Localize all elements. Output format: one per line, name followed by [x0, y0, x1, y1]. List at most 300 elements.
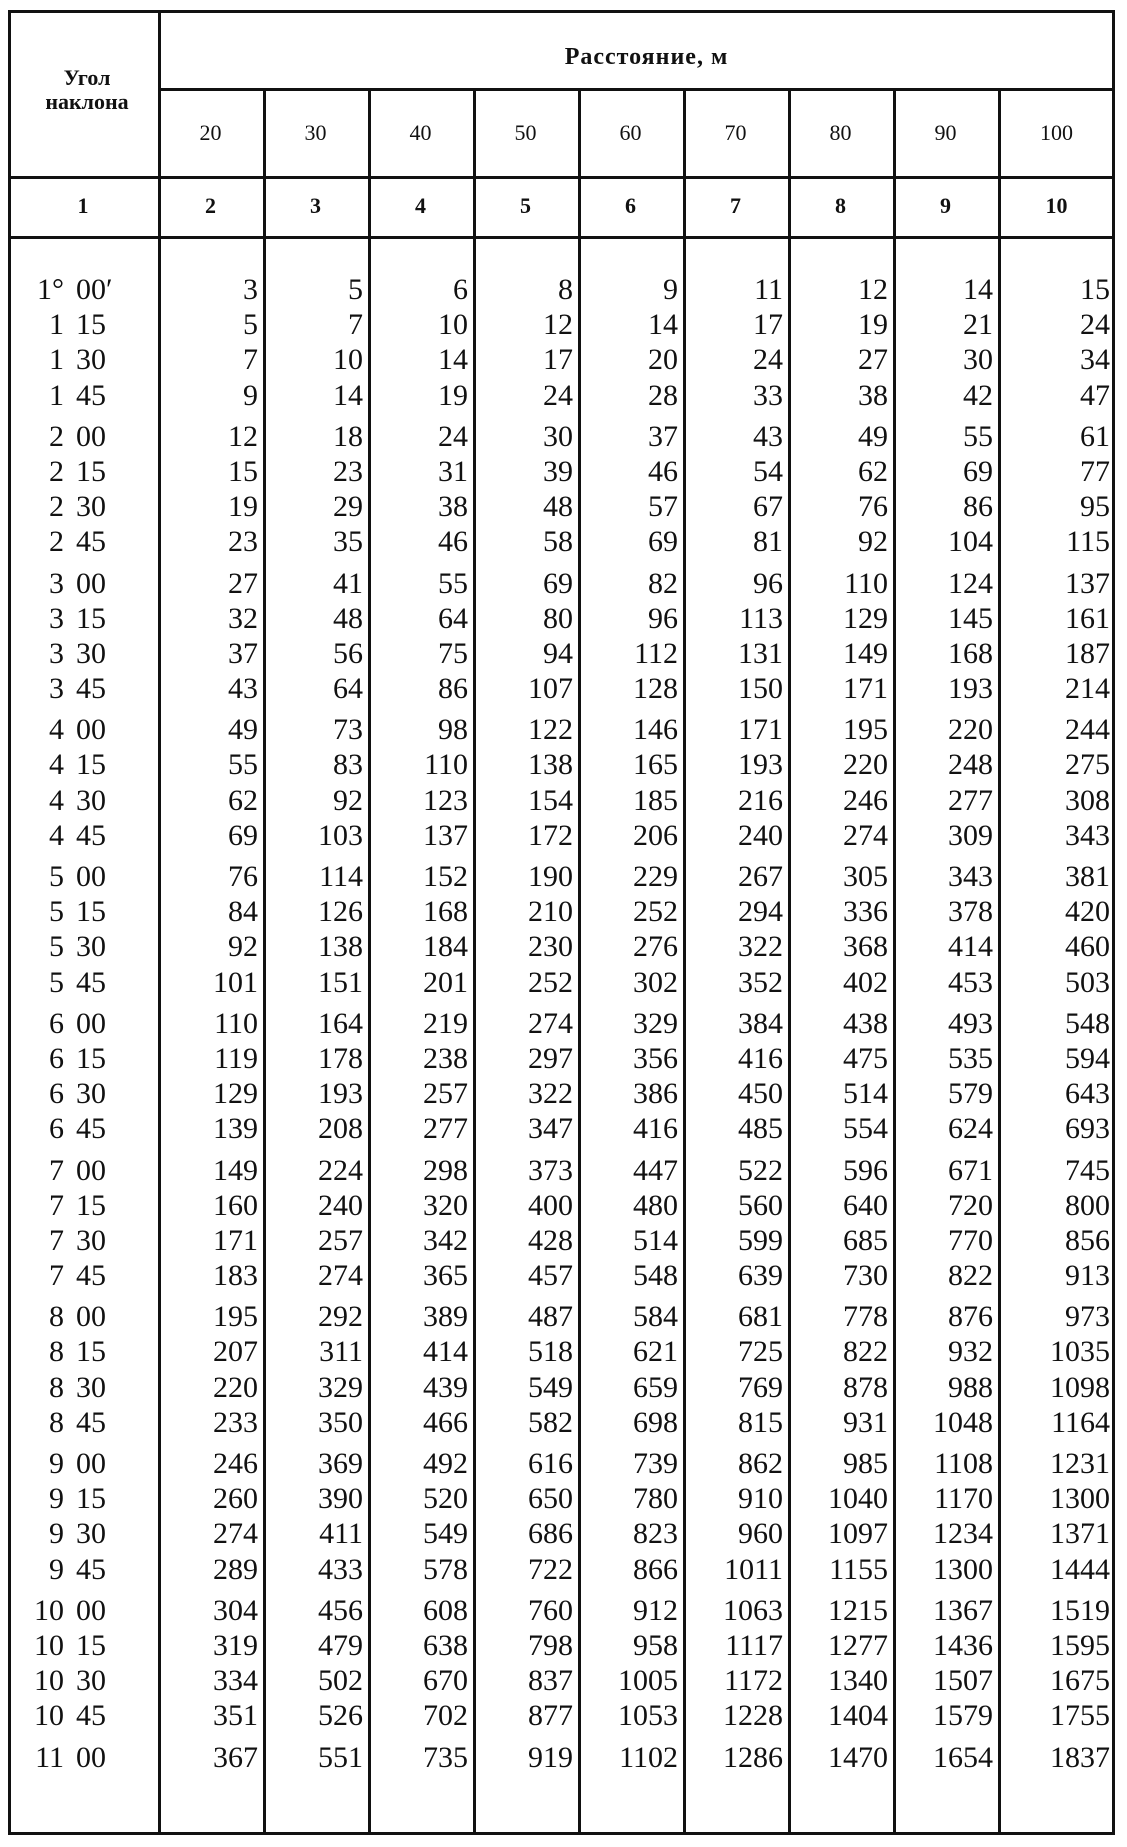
angle-minutes: 45 — [76, 818, 106, 852]
table-cell: 137 — [1065, 566, 1110, 600]
distance-80: 80 — [829, 120, 852, 145]
table-cell: 725 — [738, 1335, 783, 1369]
angle-degrees: 1 — [49, 343, 64, 377]
table-cell: 126 — [318, 895, 363, 929]
angle-degrees: 2 — [49, 490, 64, 524]
table-cell: 139 — [213, 1112, 258, 1146]
table-cell: 150 — [738, 672, 783, 706]
angle-minutes: 45 — [76, 672, 106, 706]
table-cell: 822 — [948, 1259, 993, 1293]
table-cell: 24 — [438, 419, 468, 453]
table-cell: 11 — [754, 273, 783, 306]
table-cell: 1097 — [828, 1517, 888, 1551]
table-cell: 128 — [633, 672, 678, 706]
table-row — [8, 1740, 1115, 1775]
angle-minutes: 45 — [76, 378, 106, 412]
table-cell: 55 — [438, 566, 468, 600]
table-cell: 145 — [948, 601, 993, 635]
table-cell: 322 — [738, 930, 783, 964]
table-cell: 1063 — [723, 1593, 783, 1627]
row-group — [8, 859, 1115, 1000]
angle-minutes: 15 — [76, 1482, 106, 1516]
table-cell: 866 — [633, 1552, 678, 1586]
table-cell: 46 — [438, 525, 468, 559]
table-cell: 638 — [423, 1628, 468, 1662]
table-cell: 988 — [948, 1370, 993, 1404]
angle-degrees: 7 — [49, 1188, 64, 1222]
table-cell: 400 — [528, 1188, 573, 1222]
table-cell: 274 — [528, 1006, 573, 1040]
table-top-border — [8, 10, 1115, 13]
table-cell: 365 — [423, 1259, 468, 1293]
table-cell: 730 — [843, 1259, 888, 1293]
table-cell: 240 — [738, 818, 783, 852]
table-cell: 685 — [843, 1223, 888, 1257]
table-cell: 24 — [543, 378, 573, 412]
table-cell: 551 — [318, 1740, 363, 1774]
table-cell: 460 — [1065, 930, 1110, 964]
table-cell: 92 — [858, 525, 888, 559]
table-cell: 289 — [213, 1552, 258, 1586]
angle-minutes: 45 — [76, 1699, 106, 1733]
table-cell: 367 — [213, 1740, 258, 1774]
table-cell: 69 — [963, 454, 993, 488]
table-cell: 35 — [333, 525, 363, 559]
distance-40: 40 — [409, 120, 432, 145]
angle-minutes: 15 — [76, 895, 106, 929]
table-cell: 304 — [213, 1593, 258, 1627]
table-cell: 38 — [438, 490, 468, 524]
angle-minutes: 00 — [76, 419, 106, 453]
table-cell: 1231 — [1050, 1447, 1110, 1480]
table-cell: 433 — [318, 1552, 363, 1586]
table-cell: 92 — [228, 930, 258, 964]
table-cell: 110 — [844, 566, 888, 600]
angle-minutes: 15 — [76, 454, 106, 488]
table-cell: 1108 — [934, 1447, 993, 1480]
table-cell: 720 — [948, 1188, 993, 1222]
table-cell: 910 — [738, 1482, 783, 1516]
table-cell: 878 — [843, 1370, 888, 1404]
table-cell: 7 — [243, 343, 258, 377]
table-cell: 32 — [228, 601, 258, 635]
table-row — [8, 818, 1115, 853]
angle-degrees: 4 — [49, 783, 64, 817]
table-cell: 549 — [423, 1517, 468, 1551]
angle-degrees: 9 — [49, 1447, 64, 1480]
table-cell: 137 — [423, 818, 468, 852]
table-cell: 220 — [213, 1370, 258, 1404]
table-cell: 1035 — [1050, 1335, 1110, 1369]
table-cell: 37 — [648, 419, 678, 453]
table-cell: 485 — [738, 1112, 783, 1146]
table-cell: 780 — [633, 1482, 678, 1516]
angle-degrees: 3 — [49, 566, 64, 600]
table-cell: 62 — [228, 783, 258, 817]
table-row — [8, 272, 1115, 307]
table-cell: 1595 — [1050, 1628, 1110, 1662]
angle-degrees: 3 — [49, 636, 64, 670]
table-cell: 702 — [423, 1699, 468, 1733]
table-cell: 389 — [423, 1300, 468, 1334]
table-cell: 23 — [333, 454, 363, 488]
table-cell: 185 — [633, 783, 678, 817]
table-cell: 30 — [963, 343, 993, 377]
angle-degrees: 8 — [49, 1300, 64, 1334]
table-cell: 438 — [843, 1006, 888, 1040]
table-row — [8, 1006, 1115, 1041]
table-cell: 1444 — [1050, 1552, 1110, 1586]
table-cell: 686 — [528, 1517, 573, 1551]
table-cell: 195 — [843, 713, 888, 747]
table-cell: 115 — [1066, 525, 1110, 559]
table-row — [8, 1258, 1115, 1293]
table-cell: 84 — [228, 895, 258, 929]
table-cell: 735 — [423, 1740, 468, 1774]
table-cell: 913 — [1065, 1259, 1110, 1293]
table-row — [8, 747, 1115, 782]
table-row — [8, 712, 1115, 747]
angle-degrees: 5 — [49, 895, 64, 929]
table-cell: 608 — [423, 1593, 468, 1627]
angle-degrees: 4 — [49, 713, 64, 747]
table-cell: 518 — [528, 1335, 573, 1369]
table-cell: 352 — [738, 965, 783, 999]
table-row — [8, 524, 1115, 559]
table-cell: 257 — [423, 1077, 468, 1111]
table-row — [8, 489, 1115, 524]
table-cell: 113 — [739, 601, 783, 635]
table-body — [8, 272, 1115, 1781]
table-cell: 351 — [213, 1699, 258, 1733]
table-cell: 30 — [543, 419, 573, 453]
table-cell: 305 — [843, 860, 888, 893]
row-group — [8, 712, 1115, 853]
table-row — [8, 671, 1115, 706]
angle-degrees: 10 — [34, 1699, 64, 1733]
table-cell: 698 — [633, 1405, 678, 1439]
angle-minutes: 15 — [76, 1335, 106, 1369]
angle-degrees: 6 — [49, 1112, 64, 1146]
table-cell: 876 — [948, 1300, 993, 1334]
table-cell: 112 — [634, 636, 678, 670]
table-cell: 815 — [738, 1405, 783, 1439]
table-cell: 76 — [858, 490, 888, 524]
angle-minutes: 15 — [76, 1041, 106, 1075]
table-cell: 172 — [528, 818, 573, 852]
table-cell: 14 — [963, 273, 993, 306]
table-cell: 152 — [423, 860, 468, 893]
column-number: 2 — [205, 193, 216, 218]
angle-degrees: 5 — [49, 930, 64, 964]
table-cell: 350 — [318, 1405, 363, 1439]
table-cell: 81 — [753, 525, 783, 559]
table-cell: 856 — [1065, 1223, 1110, 1257]
table-cell: 214 — [1065, 672, 1110, 706]
table-cell: 596 — [843, 1153, 888, 1187]
table-cell: 670 — [423, 1664, 468, 1698]
table-cell: 439 — [423, 1370, 468, 1404]
table-cell: 343 — [948, 860, 993, 893]
table-cell: 378 — [948, 895, 993, 929]
angle-minutes: 15 — [76, 308, 106, 342]
table-cell: 168 — [423, 895, 468, 929]
table-cell: 447 — [633, 1153, 678, 1187]
table-cell: 309 — [948, 818, 993, 852]
table-cell: 17 — [543, 343, 573, 377]
angle-minutes: 00 — [76, 566, 106, 600]
table-cell: 308 — [1065, 783, 1110, 817]
row-group — [8, 1593, 1115, 1734]
table-cell: 466 — [423, 1405, 468, 1439]
table-cell: 55 — [228, 748, 258, 782]
table-row — [8, 1076, 1115, 1111]
table-cell: 1470 — [828, 1740, 888, 1774]
table-cell: 149 — [213, 1153, 258, 1187]
angle-minutes: 30 — [76, 343, 106, 377]
table-cell: 56 — [333, 636, 363, 670]
table-cell: 560 — [738, 1188, 783, 1222]
angle-degrees: 7 — [49, 1153, 64, 1187]
table-cell: 1040 — [828, 1482, 888, 1516]
slope-correction-table — [8, 10, 1115, 1835]
table-cell: 643 — [1065, 1077, 1110, 1111]
table-row — [8, 783, 1115, 818]
table-row — [8, 636, 1115, 671]
table-cell: 369 — [318, 1447, 363, 1480]
angle-degrees: 1 — [49, 378, 64, 412]
table-cell: 73 — [333, 713, 363, 747]
table-cell: 201 — [423, 965, 468, 999]
table-cell: 34 — [1080, 343, 1110, 377]
table-cell: 1170 — [934, 1482, 993, 1516]
angle-minutes: 45 — [76, 1405, 106, 1439]
table-cell: 457 — [528, 1259, 573, 1293]
row-group — [8, 272, 1115, 413]
table-cell: 298 — [423, 1153, 468, 1187]
table-cell: 154 — [528, 783, 573, 817]
table-cell: 1102 — [619, 1740, 678, 1774]
table-cell: 502 — [318, 1664, 363, 1698]
table-row — [8, 1593, 1115, 1628]
table-cell: 131 — [738, 636, 783, 670]
angle-minutes: 00 — [76, 1006, 106, 1040]
table-cell: 650 — [528, 1482, 573, 1516]
table-cell: 257 — [318, 1223, 363, 1257]
table-cell: 48 — [543, 490, 573, 524]
table-cell: 493 — [948, 1006, 993, 1040]
table-row — [8, 566, 1115, 601]
table-cell: 862 — [738, 1447, 783, 1480]
table-row — [8, 1111, 1115, 1146]
table-cell: 535 — [948, 1041, 993, 1075]
table-cell: 322 — [528, 1077, 573, 1111]
table-cell: 6 — [453, 273, 468, 306]
table-cell: 220 — [843, 748, 888, 782]
table-cell: 1005 — [618, 1664, 678, 1698]
angle-degrees: 7 — [49, 1259, 64, 1293]
table-cell: 319 — [213, 1628, 258, 1662]
table-cell: 320 — [423, 1188, 468, 1222]
table-cell: 624 — [948, 1112, 993, 1146]
table-cell: 14 — [438, 343, 468, 377]
table-cell: 124 — [948, 566, 993, 600]
table-cell: 193 — [948, 672, 993, 706]
table-cell: 206 — [633, 818, 678, 852]
table-cell: 248 — [948, 748, 993, 782]
table-cell: 10 — [333, 343, 363, 377]
table-cell: 252 — [528, 965, 573, 999]
table-cell: 252 — [633, 895, 678, 929]
angle-minutes: 00 — [76, 1300, 106, 1334]
table-cell: 15 — [228, 454, 258, 488]
table-cell: 584 — [633, 1300, 678, 1334]
table-cell: 55 — [963, 419, 993, 453]
table-cell: 92 — [333, 783, 363, 817]
table-cell: 49 — [858, 419, 888, 453]
table-cell: 822 — [843, 1335, 888, 1369]
table-cell: 12 — [858, 273, 888, 306]
table-row — [8, 1663, 1115, 1698]
angle-degrees: 1 — [49, 308, 64, 342]
table-cell: 107 — [528, 672, 573, 706]
table-cell: 220 — [948, 713, 993, 747]
angle-degrees: 4 — [49, 818, 64, 852]
table-cell: 837 — [528, 1664, 573, 1698]
table-cell: 479 — [318, 1628, 363, 1662]
table-cell: 416 — [738, 1041, 783, 1075]
angle-minutes: 00 — [76, 1740, 106, 1774]
angle-minutes: 45 — [76, 1112, 106, 1146]
angle-minutes: 30 — [76, 930, 106, 964]
row-group — [8, 1446, 1115, 1587]
table-cell: 42 — [963, 378, 993, 412]
table-row — [8, 1188, 1115, 1223]
table-cell: 246 — [213, 1447, 258, 1480]
table-cell: 800 — [1065, 1188, 1110, 1222]
angle-degrees: 1° — [37, 273, 64, 306]
table-cell: 46 — [648, 454, 678, 488]
angle-minutes: 00 — [76, 860, 106, 893]
table-cell: 168 — [948, 636, 993, 670]
table-row — [8, 1041, 1115, 1076]
table-cell: 1300 — [933, 1552, 993, 1586]
table-cell: 260 — [213, 1482, 258, 1516]
angle-degrees: 9 — [49, 1482, 64, 1516]
table-cell: 3 — [243, 273, 258, 306]
table-cell: 453 — [948, 965, 993, 999]
table-cell: 123 — [423, 783, 468, 817]
table-cell: 582 — [528, 1405, 573, 1439]
angle-minutes: 30 — [76, 490, 106, 524]
table-row — [8, 1552, 1115, 1587]
angle-degrees: 3 — [49, 601, 64, 635]
table-cell: 86 — [438, 672, 468, 706]
table-cell: 193 — [738, 748, 783, 782]
table-cell: 20 — [648, 343, 678, 377]
table-cell: 138 — [318, 930, 363, 964]
table-cell: 62 — [858, 454, 888, 488]
distance-70: 70 — [724, 120, 747, 145]
table-cell: 1164 — [1051, 1405, 1110, 1439]
table-row — [8, 307, 1115, 342]
table-cell: 76 — [228, 860, 258, 893]
table-cell: 219 — [423, 1006, 468, 1040]
table-cell: 122 — [528, 713, 573, 747]
table-cell: 19 — [228, 490, 258, 524]
table-cell: 114 — [319, 860, 363, 893]
angle-degrees: 7 — [49, 1223, 64, 1257]
table-cell: 386 — [633, 1077, 678, 1111]
table-cell: 210 — [528, 895, 573, 929]
table-cell: 336 — [843, 895, 888, 929]
column-number: 8 — [835, 193, 846, 218]
table-cell: 554 — [843, 1112, 888, 1146]
table-row — [8, 1153, 1115, 1188]
table-cell: 69 — [648, 525, 678, 559]
table-cell: 83 — [333, 748, 363, 782]
table-cell: 480 — [633, 1188, 678, 1222]
table-cell: 12 — [228, 419, 258, 453]
table-cell: 1234 — [933, 1517, 993, 1551]
table-cell: 224 — [318, 1153, 363, 1187]
table-cell: 82 — [648, 566, 678, 600]
angle-degrees: 9 — [49, 1517, 64, 1551]
table-cell: 110 — [214, 1006, 258, 1040]
table-cell: 24 — [753, 343, 783, 377]
table-cell: 9 — [663, 273, 678, 306]
table-cell: 274 — [843, 818, 888, 852]
table-cell: 616 — [528, 1447, 573, 1480]
table-cell: 9 — [243, 378, 258, 412]
table-cell: 416 — [633, 1112, 678, 1146]
table-cell: 1155 — [829, 1552, 888, 1586]
distance-30: 30 — [304, 120, 327, 145]
angle-minutes: 00′ — [76, 273, 113, 306]
table-cell: 64 — [438, 601, 468, 635]
distance-50: 50 — [514, 120, 537, 145]
distance-100: 100 — [1040, 120, 1073, 145]
table-cell: 912 — [633, 1593, 678, 1627]
angle-minutes: 00 — [76, 1447, 106, 1480]
table-cell: 671 — [948, 1153, 993, 1187]
table-cell: 64 — [333, 672, 363, 706]
table-cell: 38 — [858, 378, 888, 412]
table-cell: 7 — [348, 308, 363, 342]
column-number: 1 — [77, 193, 89, 218]
table-cell: 12 — [543, 308, 573, 342]
table-cell: 311 — [319, 1335, 363, 1369]
column-number: 3 — [310, 193, 321, 218]
table-cell: 769 — [738, 1370, 783, 1404]
table-cell: 402 — [843, 965, 888, 999]
table-cell: 492 — [423, 1447, 468, 1480]
table-cell: 770 — [948, 1223, 993, 1257]
table-row — [8, 1299, 1115, 1334]
table-cell: 23 — [228, 525, 258, 559]
table-cell: 98 — [438, 713, 468, 747]
table-cell: 1371 — [1050, 1517, 1110, 1551]
table-cell: 14 — [333, 378, 363, 412]
table-cell: 103 — [318, 818, 363, 852]
table-cell: 1579 — [933, 1699, 993, 1733]
angle-degrees: 10 — [34, 1664, 64, 1698]
angle-degrees: 10 — [34, 1628, 64, 1662]
table-cell: 778 — [843, 1300, 888, 1334]
column-number: 5 — [520, 193, 531, 218]
table-cell: 411 — [319, 1517, 363, 1551]
table-cell: 208 — [318, 1112, 363, 1146]
